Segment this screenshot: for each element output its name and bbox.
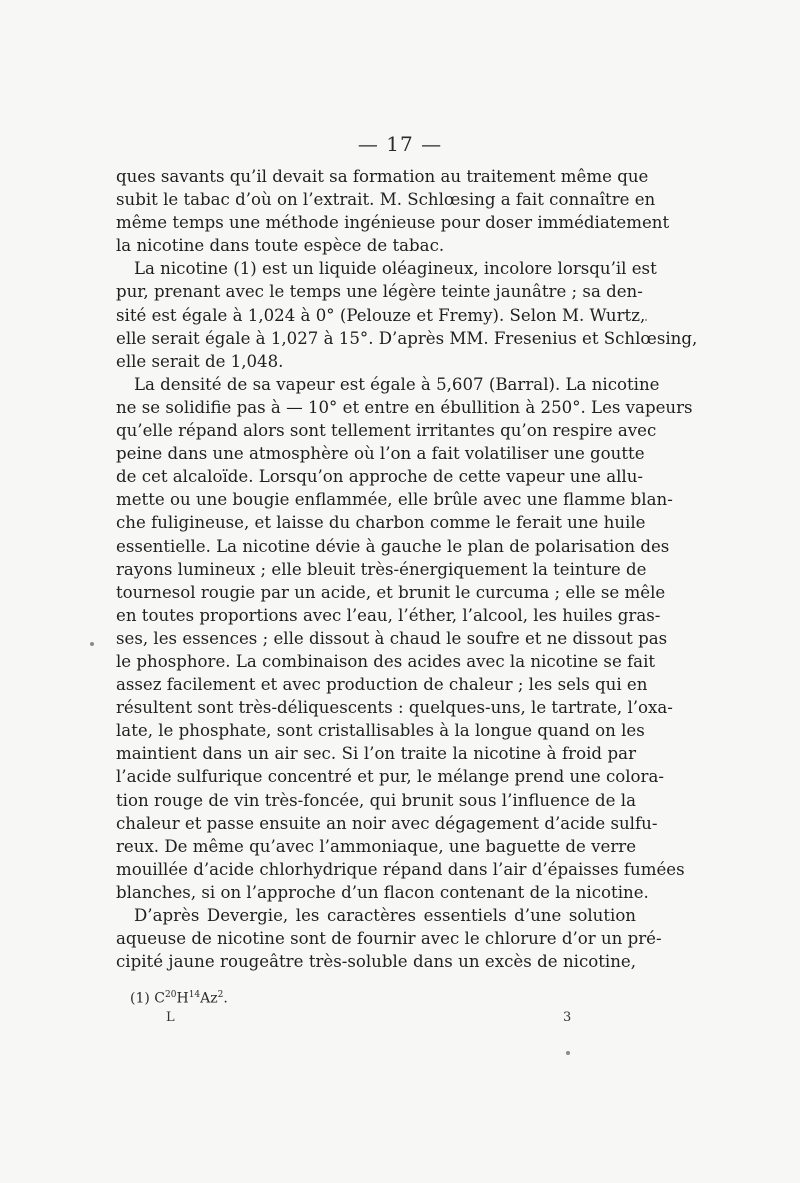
text-line: ne se solidifie pas à — 10° et entre en ébullition à 250°. Les vapeurs (116, 397, 693, 417)
footnote-marker: (1) (130, 990, 150, 1007)
text-line: mouillée d’acide chlorhydrique répand dans l’air d’épaisses fumées (116, 859, 685, 879)
text-line: che fuligineuse, et laisse du charbon comme le ferait une huile (116, 513, 646, 533)
text-line: l’acide sulfurique concentré et pur, le mélange prend une colora- (116, 767, 664, 787)
text-line: assez facilement et avec production de chaleur ; les sels qui en (116, 675, 648, 695)
text-line: résultent sont très-déliquescents : quelques-uns, le tartrate, l’oxa- (116, 698, 673, 718)
footnote-formula-end: . (223, 990, 228, 1007)
footnote-formula-sup-20: 20 (165, 990, 177, 1000)
body-text (116, 165, 698, 973)
text-line: peine dans une atmosphère où l’on a fait volatiliser une goutte (116, 444, 645, 464)
text-line: ses, les essences ; elle dissout à chaud le soufre et ne dissout pas (116, 628, 668, 648)
scan-speck (566, 1051, 570, 1055)
text-line: La nicotine (1) est un liquide oléagineux, incolore lorsqu’il est (134, 259, 657, 279)
text-line: la nicotine dans toute espèce de tabac. (116, 236, 445, 256)
footnote-formula-c: C (154, 990, 166, 1007)
text-line: le phosphore. La combinaison des acides avec la nicotine se fait (116, 651, 656, 671)
text-line: elle serait de 1,048. (116, 351, 284, 371)
text-line: blanches, si on l’approche d’un flacon contenant de la nicotine. (116, 882, 649, 902)
footnote-formula-sup-2: 2 (217, 990, 224, 1000)
text-line: cipité jaune rougeâtre très-soluble dans un excès de nicotine, (116, 952, 636, 972)
text-line: maintient dans un air sec. Si l’on traite la nicotine à froid par (116, 744, 636, 764)
footnote (130, 990, 228, 1007)
scan-speck (645, 319, 647, 321)
signature-mark-right: 3 (563, 1010, 572, 1025)
text-line: en toutes proportions avec l’eau, l’éther, l’alcool, les huiles gras- (116, 605, 661, 625)
page-number: — 17 — (357, 132, 443, 156)
footnote-formula-sup-14: 14 (188, 990, 201, 1000)
text-line: pur, prenant avec le temps une légère teinte jaunâtre ; sa den- (116, 282, 643, 302)
text-line: tournesol rougie par un acide, et brunit le curcuma ; elle se mêle (116, 582, 666, 602)
text-line: tion rouge de vin très-foncée, qui brunit sous l’influence de la (116, 790, 636, 810)
footnote-formula-h: H (176, 990, 189, 1007)
text-line: D’après Devergie, les caractères essentiels d’une solution (134, 906, 636, 925)
text-line: rayons lumineux ; elle bleuit très-énergiquement la teinture de (116, 559, 647, 579)
text-line: late, le phosphate, sont cristallisables à la longue quand on les (116, 721, 645, 741)
text-line: subit le tabac d’où on l’extrait. M. Schlœsing a fait connaître en (116, 190, 656, 210)
text-line: elle serait égale à 1,027 à 15°. D’après MM. Fresenius et Schlœsing, (116, 328, 698, 348)
text-line: chaleur et passe ensuite an noir avec dégagement d’acide sulfu- (116, 813, 658, 833)
footnote-formula-az: Az (200, 990, 218, 1007)
signature-mark-left: L (166, 1010, 175, 1025)
text-line: essentielle. La nicotine dévie à gauche le plan de polarisation des (116, 536, 670, 556)
text-line: aqueuse de nicotine sont de fournir avec le chlorure d’or un pré- (116, 929, 662, 949)
text-line: ques savants qu’il devait sa formation au traitement même que (116, 167, 649, 186)
text-line: mette ou une bougie enflammée, elle brûle avec une flamme blan- (116, 490, 673, 510)
text-line: qu’elle répand alors sont tellement irritantes qu’on respire avec (116, 421, 657, 441)
text-line: de cet alcaloïde. Lorsqu’on approche de cette vapeur une allu- (116, 467, 644, 487)
text-line: La densité de sa vapeur est égale à 5,607 (Barral). La nicotine (134, 374, 660, 394)
scan-speck (90, 642, 94, 646)
text-line: reux. De même qu’avec l’ammoniaque, une baguette de verre (116, 836, 637, 856)
text-line: même temps une méthode ingénieuse pour doser immédiatement (116, 213, 670, 233)
text-line: sité est égale à 1,024 à 0° (Pelouze et Fremy). Selon M. Wurtz, (116, 305, 646, 325)
